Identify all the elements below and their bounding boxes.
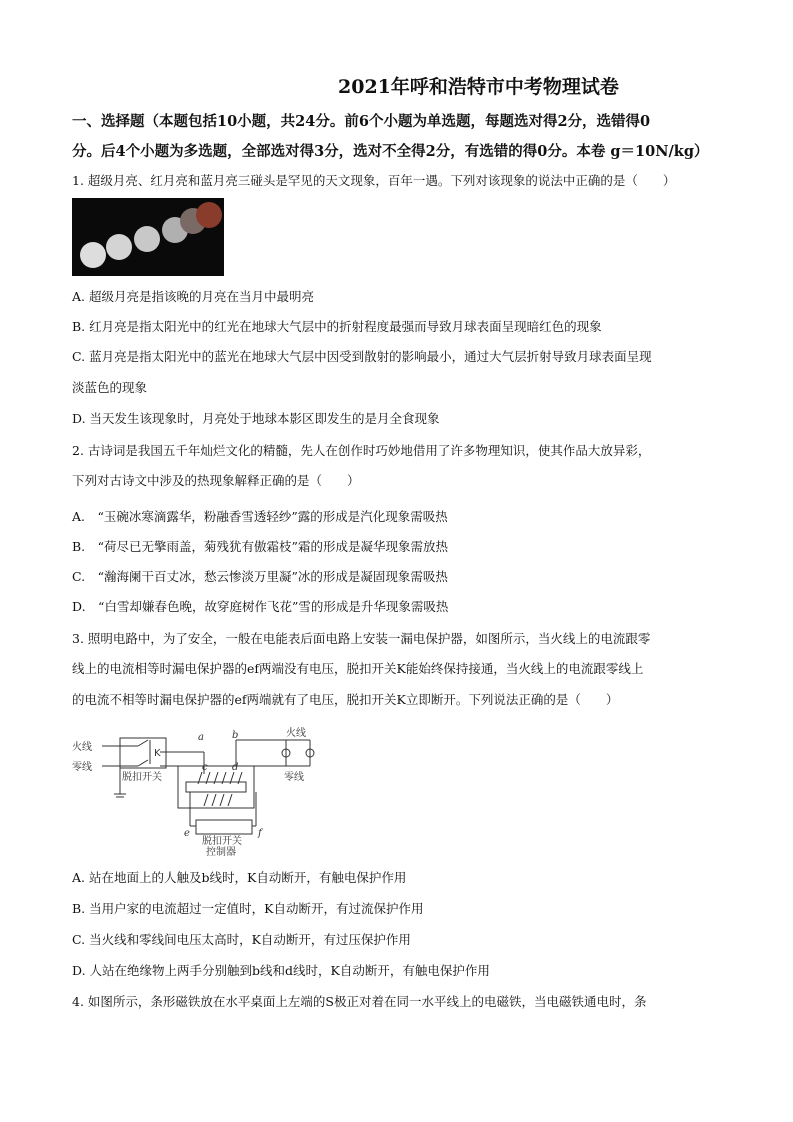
- point-f-label: f: [258, 828, 262, 839]
- option: A. 站在地面上的人触及b线时，K自动断开，有触电保护作用: [72, 870, 407, 885]
- option: C. “瀚海阑干百丈冰，愁云惨淡万里凝”冰的形成是凝固现象需吸热: [72, 569, 448, 584]
- switch-k-label: K: [154, 748, 161, 759]
- option: C. 蓝月亮是指太阳光中的蓝光在地球大气层中因受到散射的影响最小，通过大气层折射导致月球表面呈现: [72, 349, 652, 364]
- option: A. “玉碗冰寒滴露华，粉融香雪透轻纱”露的形成是汽化现象需吸热: [72, 509, 448, 524]
- point-a-label: a: [198, 732, 204, 743]
- option: D. “白雪却嫌春色晚，故穿庭树作飞花”雪的形成是升华现象需吸热: [72, 599, 449, 614]
- live-wire-label: 火线: [72, 742, 92, 753]
- question-3-stem: 的电流不相等时漏电保护器的ef两端就有了电压，脱扣开关K立即断开。下列说法正确的是（ ）: [72, 692, 619, 707]
- option: C. 当火线和零线间电压太高时，K自动断开，有过压保护作用: [72, 932, 411, 947]
- point-d-label: d: [232, 762, 239, 773]
- option: B. 当用户家的电流超过一定值时，K自动断开，有过流保护作用: [72, 901, 424, 916]
- section-heading: 分。后4个小题为多选题，全部选对得3分，选对不全得2分，有选错的得0分。本卷 g＝10N/kg）: [72, 143, 709, 160]
- question-3-stem: 3. 照明电路中，为了安全，一般在电能表后面电路上安装一漏电保护器，如图所示，当火线上的电流跟零: [72, 631, 651, 646]
- point-b-label: b: [232, 730, 239, 741]
- moon-photo: [72, 198, 224, 276]
- question-2-stem: 下列对古诗文中涉及的热现象解释正确的是（ ）: [72, 473, 360, 488]
- option: A. 超级月亮是指该晚的月亮在当月中最明亮: [72, 289, 314, 304]
- point-c-label: c: [202, 762, 208, 773]
- live-wire-label-right: 火线: [286, 728, 306, 739]
- neutral-wire-label-right: 零线: [284, 772, 304, 783]
- option: B. “荷尽已无擎雨盖，菊残犹有傲霜枝”霜的形成是凝华现象需放热: [72, 539, 448, 554]
- option: D. 人站在绝缘物上两手分别触到b线和d线时，K自动断开，有触电保护作用: [72, 963, 490, 978]
- question-3-stem: 线上的电流相等时漏电保护器的ef两端没有电压，脱扣开关K能始终保持接通，当火线上的电流跟零线上: [72, 661, 644, 676]
- leakage-protector-diagram: [72, 726, 342, 856]
- controller-label: 脱扣开关: [202, 836, 242, 847]
- question-1-stem: 1. 超级月亮、红月亮和蓝月亮三碰头是罕见的天文现象，百年一遇。下列对该现象的说法中正确的是（ ）: [72, 173, 676, 188]
- question-4-stem: 4. 如图所示，条形磁铁放在水平桌面上左端的S极正对着在同一水平线上的电磁铁，当电磁铁通电时，条: [72, 994, 647, 1009]
- option-continued: 淡蓝色的现象: [72, 380, 148, 395]
- controller-label: 控制器: [206, 847, 236, 856]
- section-heading: 一、选择题（本题包括10小题，共24分。前6个小题为单选题，每题选对得2分，选错得0: [72, 113, 651, 130]
- trip-switch-label: 脱扣开关: [122, 772, 162, 783]
- option: B. 红月亮是指太阳光中的红光在地球大气层中的折射程度最强而导致月球表面呈现暗红色的现象: [72, 319, 602, 334]
- neutral-wire-label: 零线: [72, 762, 92, 773]
- question-2-stem: 2. 古诗词是我国五千年灿烂文化的精髓，先人在创作时巧妙地借用了许多物理知识，使其作品大放异彩，: [72, 443, 651, 458]
- option: D. 当天发生该现象时，月亮处于地球本影区即发生的是月全食现象: [72, 411, 440, 426]
- page-title: 2021年呼和浩特市中考物理试卷: [338, 76, 619, 98]
- point-e-label: e: [184, 828, 190, 839]
